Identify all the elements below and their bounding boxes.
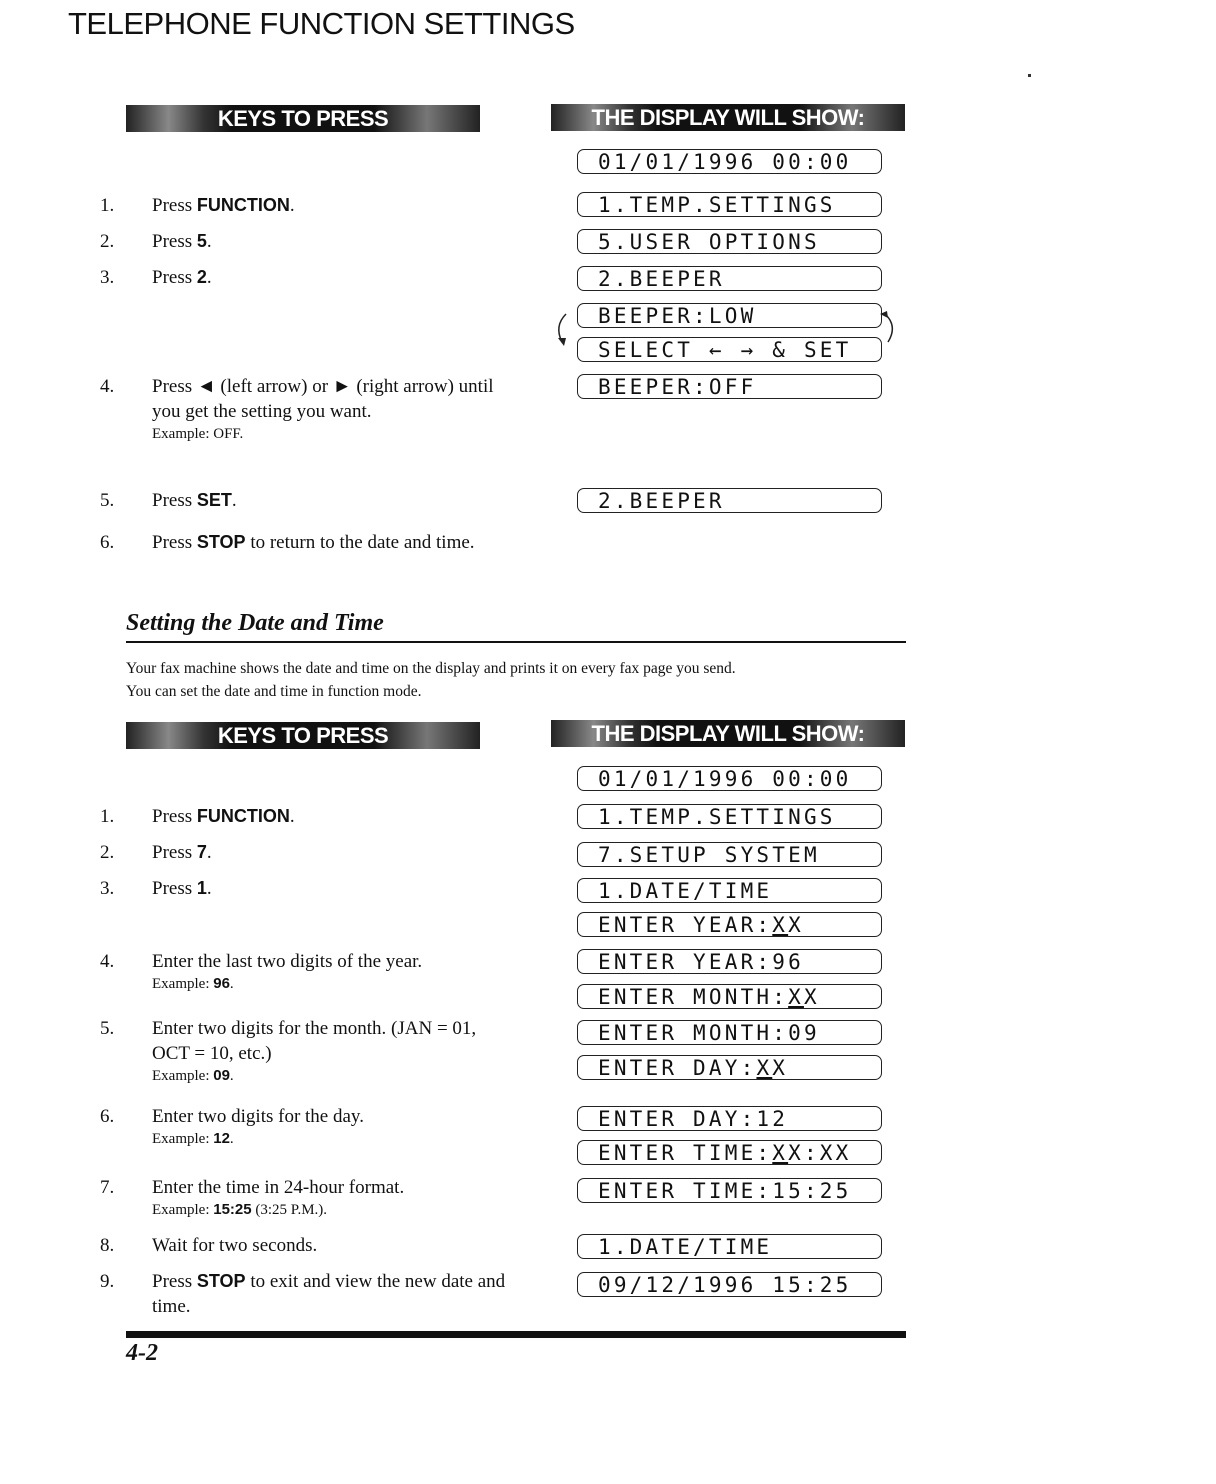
step-text: Wait for two seconds.: [152, 1235, 318, 1256]
step-text: .: [289, 195, 295, 216]
keys-to-press-header: KEYS TO PRESS: [126, 105, 480, 132]
speck: [1028, 74, 1031, 77]
step-body: [152, 1235, 317, 1256]
step-item: [100, 265, 512, 290]
lcd-text: ENTER TIME:: [598, 1141, 773, 1165]
step-text: .: [229, 1131, 234, 1147]
lcd-display: [577, 149, 882, 174]
step-item: [100, 804, 512, 829]
key-name: 15:25: [213, 1201, 252, 1218]
step-text: Enter the time in 24-hour format.: [152, 1177, 405, 1198]
step-number: 2.: [100, 842, 115, 863]
keys-to-press-header-2: KEYS TO PRESS: [126, 722, 480, 749]
lcd-display: [577, 374, 882, 399]
lcd-text: X: [803, 985, 820, 1009]
key-name: FUNCTION: [196, 195, 290, 215]
lcd-text: ENTER TIME:15:25: [598, 1179, 852, 1203]
lcd-text: ENTER YEAR:: [598, 913, 773, 937]
step-number: 2.: [100, 231, 115, 252]
step-body: [152, 878, 212, 899]
lcd-text: 01/01/1996 00:00: [598, 150, 852, 174]
step-text: Press: [152, 1271, 197, 1292]
step-text: to exit and view the new date and time.: [152, 1271, 506, 1317]
section-intro: [126, 657, 926, 703]
step-text: Example: OFF.: [152, 426, 244, 442]
step-item: [100, 488, 512, 513]
step-text: Press ◄ (left arrow) or ► (right arrow) until you get the setting you want.: [152, 376, 494, 422]
step-body: [152, 267, 212, 288]
step-item: [100, 229, 512, 254]
step-item: [100, 193, 512, 218]
footer-rule: [126, 1331, 906, 1338]
display-will-show-header-2: THE DISPLAY WILL SHOW:: [551, 720, 905, 747]
step-text: Press: [152, 231, 197, 252]
lcd-text: SELECT ← → & SET: [598, 338, 852, 362]
step-example: [152, 424, 512, 444]
lcd-text: X: [772, 1056, 789, 1080]
lcd-text: ENTER MONTH:: [598, 985, 789, 1009]
step-text: Press: [152, 878, 197, 899]
lcd-text: X:XX: [788, 1141, 852, 1165]
lcd-display: [577, 488, 882, 513]
step-text: .: [206, 878, 212, 899]
page-number: 4-2: [126, 1340, 158, 1366]
step-text: .: [229, 1068, 234, 1084]
intro-line: You can set the date and time in function mode.: [126, 683, 422, 700]
step-text: Press: [152, 842, 197, 863]
lcd-text: BEEPER:OFF: [598, 375, 757, 399]
lcd-text: 1.DATE/TIME: [598, 879, 773, 903]
lcd-text: 01/01/1996 00:00: [598, 767, 852, 791]
step-number: 8.: [100, 1235, 115, 1256]
lcd-text: ENTER MONTH:09: [598, 1021, 820, 1045]
lcd-display: [577, 804, 882, 829]
step-example: [152, 1066, 512, 1086]
step-item: [100, 530, 512, 555]
step-body: [152, 806, 295, 827]
lcd-text: 09/12/1996 15:25: [598, 1273, 852, 1297]
step-body: [152, 951, 422, 972]
step-number: 5.: [100, 1018, 115, 1039]
step-item: [100, 1104, 512, 1149]
step-text: Example:: [152, 1068, 214, 1084]
intro-line: Your fax machine shows the date and time on the display and prints it on every fax page you send.: [126, 660, 736, 677]
step-body: [152, 1271, 505, 1317]
step-number: 6.: [100, 1106, 115, 1127]
step-item: [100, 1016, 512, 1086]
lcd-text: 1.DATE/TIME: [598, 1235, 773, 1259]
key-name: FUNCTION: [196, 806, 290, 826]
step-body: [152, 1177, 404, 1198]
step-body: [152, 842, 212, 863]
step-text: .: [289, 806, 295, 827]
lcd-text: ENTER DAY:: [598, 1056, 757, 1080]
key-name: 7: [196, 842, 207, 862]
lcd-display: [577, 303, 882, 328]
section-rule: [126, 641, 906, 643]
key-name: 2: [196, 267, 207, 287]
lcd-display: [577, 912, 882, 937]
step-text: .: [229, 976, 234, 992]
step-number: 6.: [100, 532, 115, 553]
key-name: 1: [196, 878, 207, 898]
cursor-char: X: [756, 1056, 773, 1080]
step-number: 3.: [100, 267, 115, 288]
step-item: [100, 1269, 512, 1319]
lcd-text: 1.TEMP.SETTINGS: [598, 805, 836, 829]
lcd-display: [577, 842, 882, 867]
lcd-display: [577, 766, 882, 791]
step-body: [152, 490, 237, 511]
lcd-text: 5.USER OPTIONS: [598, 230, 820, 254]
step-number: 1.: [100, 806, 115, 827]
step-text: Press: [152, 267, 197, 288]
key-name: 5: [196, 231, 207, 251]
key-name: STOP: [196, 1271, 246, 1291]
step-item: [100, 1233, 512, 1258]
cursor-char: X: [772, 913, 789, 937]
lcd-text: 7.SETUP SYSTEM: [598, 843, 820, 867]
step-item: [100, 374, 512, 444]
step-text: Enter two digits for the day.: [152, 1106, 364, 1127]
display-will-show-header: THE DISPLAY WILL SHOW:: [551, 104, 905, 131]
lcd-text: BEEPER:LOW: [598, 304, 757, 328]
step-body: [152, 1018, 476, 1064]
step-number: 9.: [100, 1271, 115, 1292]
step-text: Example:: [152, 976, 214, 992]
step-text: .: [206, 842, 212, 863]
step-text: .: [206, 231, 212, 252]
lcd-text: 2.BEEPER: [598, 267, 725, 291]
lcd-display: [577, 1055, 882, 1080]
lcd-display: [577, 1178, 882, 1203]
lcd-display: [577, 984, 882, 1009]
step-number: 3.: [100, 878, 115, 899]
lcd-text: ENTER DAY:12: [598, 1107, 789, 1131]
step-item: [100, 876, 512, 901]
step-body: [152, 1106, 364, 1127]
step-text: Enter two digits for the month. (JAN = 01, OCT = 10, etc.): [152, 1018, 477, 1064]
step-text: (3:25 P.M.).: [251, 1202, 328, 1218]
step-text: .: [231, 490, 237, 511]
lcd-display: [577, 192, 882, 217]
lcd-display: [577, 949, 882, 974]
lcd-display: [577, 1234, 882, 1259]
section-title: Setting the Date and Time: [126, 610, 384, 636]
step-item: [100, 949, 512, 994]
step-number: 1.: [100, 195, 115, 216]
key-name: 12: [213, 1130, 230, 1147]
lcd-display: [577, 266, 882, 291]
step-body: [152, 532, 475, 553]
lcd-display: [577, 337, 882, 362]
step-text: Press: [152, 195, 197, 216]
lcd-text: X: [788, 913, 804, 937]
step-text: Enter the last two digits of the year.: [152, 951, 423, 972]
lcd-text: ENTER YEAR:96: [598, 950, 804, 974]
step-text: Example:: [152, 1131, 214, 1147]
step-number: 7.: [100, 1177, 115, 1198]
lcd-text: 2.BEEPER: [598, 489, 725, 513]
lcd-display: [577, 1020, 882, 1045]
key-name: SET: [196, 490, 232, 510]
step-text: Example:: [152, 1202, 214, 1218]
lcd-display: [577, 1140, 882, 1165]
step-body: [152, 231, 212, 252]
lcd-display: [577, 1106, 882, 1131]
key-name: 96: [213, 975, 230, 992]
step-example: [152, 974, 512, 994]
step-item: [100, 1175, 512, 1220]
step-body: [152, 195, 295, 216]
lcd-text: 1.TEMP.SETTINGS: [598, 193, 836, 217]
step-example: [152, 1129, 512, 1149]
step-number: 4.: [100, 376, 115, 397]
lcd-display: [577, 878, 882, 903]
step-body: [152, 376, 494, 422]
cursor-char: X: [788, 985, 804, 1009]
key-name: 09: [213, 1067, 230, 1084]
lcd-display: [577, 229, 882, 254]
step-item: [100, 840, 512, 865]
step-text: Press: [152, 490, 197, 511]
step-example: [152, 1200, 512, 1220]
page-title: TELEPHONE FUNCTION SETTINGS: [68, 6, 575, 41]
step-text: .: [206, 267, 212, 288]
step-number: 4.: [100, 951, 115, 972]
lcd-display: [577, 1272, 882, 1297]
step-text: to return to the date and time.: [245, 532, 475, 553]
key-name: STOP: [196, 532, 246, 552]
step-number: 5.: [100, 490, 115, 511]
step-text: Press: [152, 806, 197, 827]
cursor-char: X: [772, 1141, 789, 1165]
step-text: Press: [152, 532, 197, 553]
